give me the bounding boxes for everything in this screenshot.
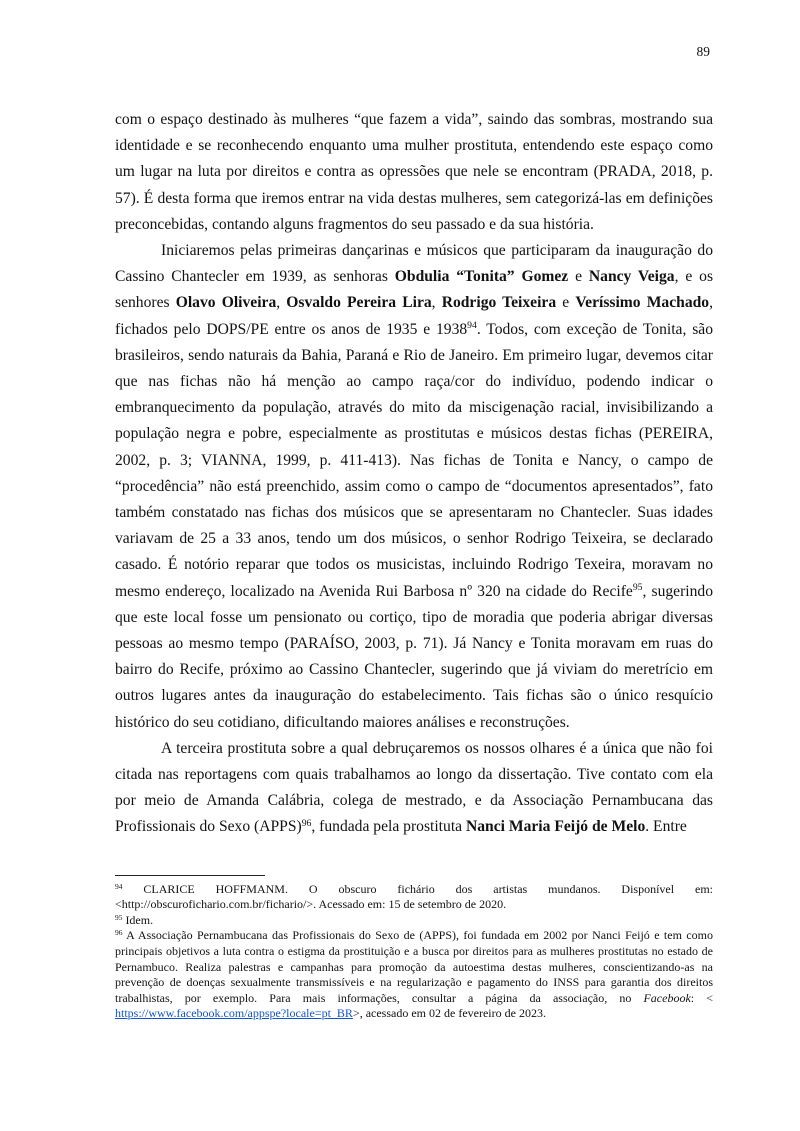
text-segment: Obdulia “Tonita” Gomez [394,268,569,286]
text-segment: Olavo Oliveira [175,294,277,312]
footnote-separator [115,875,265,876]
page-number: 89 [696,44,710,59]
body-paragraph-1 [115,107,713,238]
page-content [115,107,713,1022]
text-segment: >, acessado em 02 de fevereiro de 2023. [352,1006,546,1021]
text-segment: A terceira prostituta sobre a qual debruçaremos os nossos olhares é a única que não foi citada nas reportagens com quais trabalhamos ao longo da dissertação. Tive contato com ela por meio de Amanda Calábria, colega de mestrado, e da Associação Pernambucana das Profissionais do Sexo (APPS) [115,739,713,836]
text-segment: A Associação Pernambucana das Profissionais do Sexo de (APPS), foi fundada em 2002 por Nanci Feijó e tem como principais objetivos a luta contra o estigma da prostituição e a busca por direitos para as mulheres prostitutas no estado de Pernambuco. Realiza palestras e campanhas para promoção da autoestima destas mulheres, conscientizando-as na prevenção de doenças sexualmente transmissíveis e na regularização e pagamento do INSS para garantia dos direitos trabalhistas, por exemplo. Para mais informações, consultar a página da associação, no [115,928,713,1005]
text-segment: , e os senhores [115,268,714,312]
text-segment: : < [690,990,713,1005]
text-segment: , [276,294,287,312]
text-segment: com o espaço destinado às mulheres “que fazem a vida”, saindo das sombras, mostrando sua identidade e se reconhecendo enquanto uma mulher prostituta, entendendo este espaço como um lugar na luta por direitos e contra as opressões que nele se encontram (PRADA, 2018, p. 57). É desta forma que iremos entrar na vida destas mulheres, sem categorizá-las em definições preconcebidas, contando alguns fragmentos do seu passado e da sua história. [115,111,713,233]
text-segment: e [568,268,589,286]
footnote-section [115,875,713,1022]
text-segment: Iniciaremos pelas primeiras dançarinas e músicos que participaram da inauguração do Cassino Chantecler em 1939, as senhoras [115,242,713,286]
text-segment: , fundada pela prostituta [311,818,466,836]
facebook-link[interactable]: https://www.facebook.com/appspe?locale=pt_BR [115,1006,353,1021]
body-paragraph-2 [115,238,713,736]
footnote-96 [115,928,713,1022]
text-segment: . Entre [645,818,687,836]
text-segment: e [556,294,576,312]
footnote-ref: 95 [632,582,643,594]
footnote-ref: 96 [301,818,312,830]
footnote-94 [115,882,713,913]
body-paragraph-3 [115,736,713,841]
footnote-ref: 95 [115,912,123,922]
text-segment: Idem. [122,912,154,927]
text-segment: Facebook [643,990,691,1005]
text-segment: Osvaldo Pereira Lira [286,294,432,312]
text-segment: Nancy Veiga [588,268,675,286]
footnote-ref: 96 [115,928,123,938]
footnote-ref: 94 [467,320,477,332]
text-segment: , [431,294,442,312]
footnote-95 [115,913,713,929]
text-segment: CLARICE HOFFMANM. O obscuro fichário dos artistas mundanos. Disponível em: <http://obscurofichario.com.br/fichario/>. Acessado em: 15 de setembro de 2020. [115,881,713,912]
footnote-ref: 94 [115,881,123,891]
text-segment: , fichados pelo DOPS/PE entre os anos de 1935 e 1938 [115,294,713,338]
text-segment: Veríssimo Machado [575,294,710,312]
text-segment: Rodrigo Teixeira [441,294,557,312]
text-segment: Nanci Maria Feijó de Melo [465,818,646,836]
text-segment: . Todos, com exceção de Tonita, são brasileiros, sendo naturais da Bahia, Paraná e Rio de Janeiro. Em primeiro lugar, devemos citar que nas fichas não há menção ao campo raça/cor do indivíduo, podendo indicar o embranquecimento da população, através do mito da miscigenação racial, invisibilizando a população negra e pobre, especialmente as prostitutas e músicos destas fichas (PEREIRA, 2002, p. 3; VIANNA, 1999, p. 411-413). Nas fichas de Tonita e Nancy, o campo de “procedência” não está preenchido, assim como o campo de “documentos apresentados”, fato também constatado nas fichas dos músicos que se apresentaram no Chantecler. Suas idades variavam de 25 a 33 anos, tendo um dos músicos, o senhor Rodrigo Teixeira, se declarado casado. É notório reparar que todos os musicistas, incluindo Rodrigo Texeira, moravam no mesmo endereço, localizado na Avenida Rui Barbosa nº 320 na cidade do Recife [115,320,713,600]
text-segment: , sugerindo que este local fosse um pensionato ou cortiço, tipo de moradia que poderia abrigar diversas pessoas ao mesmo tempo (PARAÍSO, 2003, p. 71). Já Nancy e Tonita moravam em ruas do bairro do Recife, próximo ao Cassino Chantecler, sugerindo que já viviam do meretrício em outros lugares antes da inauguração do estabelecimento. Tais fichas são o único resquício histórico do seu cotidiano, dificultando maiores análises e reconstruções. [115,582,714,731]
